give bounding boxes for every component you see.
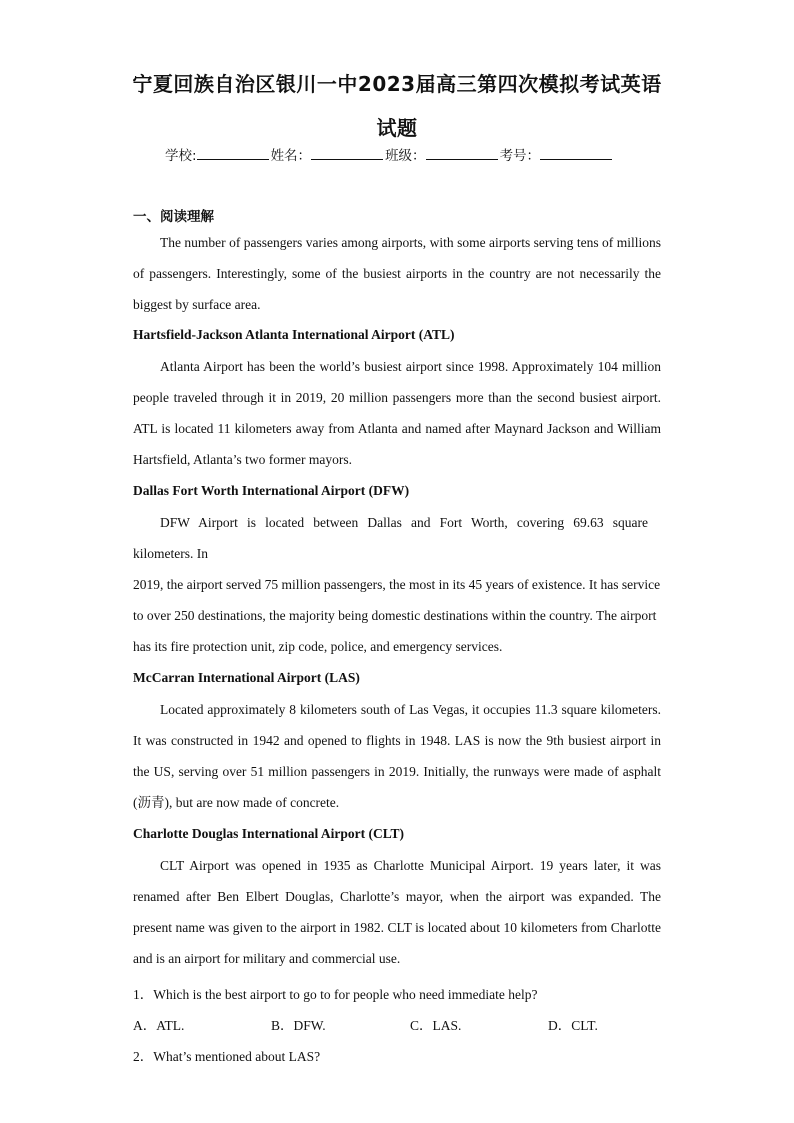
exam-title-line-1: 宁夏回族自治区银川一中2023届高三第四次模拟考试英语 [132, 72, 662, 96]
question-1-number: 1． [133, 987, 154, 1002]
intro-text: The number of passengers varies among airports, with some airports serving tens of millions of passengers. Interestingly, some of the busiest airports in the country are not necessarily the biggest by surface area. [133, 235, 661, 312]
question-1-option-a[interactable]: A．ATL. [133, 1018, 185, 1033]
school-label: 学校: [165, 148, 197, 164]
question-1-option-c[interactable]: C．LAS. [410, 1018, 462, 1033]
student-info-fields [165, 144, 614, 164]
class-blank[interactable] [426, 146, 498, 160]
exam-number-blank[interactable] [540, 146, 612, 160]
airport-body-atl-text: Atlanta Airport has been the world’s busiest airport since 1998. Approximately 104 million people traveled through it in 2019, 20 million passengers more than the second busiest airport. ATL is located 11 kilometers away from Atlanta and named after Maynard Jackson and William Hartsfield, Atlanta’s two former mayors. [133, 359, 661, 467]
airport-body-dfw-b [133, 569, 663, 662]
class-label: 班级： [385, 148, 426, 164]
question-1 [133, 983, 661, 1003]
airport-body-las-text: Located approximately 8 kilometers south of Las Vegas, it occupies 11.3 square kilometers. It was constructed in 1942 and opened to flights in 1948. LAS is now the 9th busiest airport in the US, serving over 51 million passengers in 2019. Initially, the runways were made of asphalt (沥青), but are now made of concrete. [133, 702, 661, 810]
question-1-option-b[interactable]: B．DFW. [271, 1018, 326, 1033]
intro-paragraph [133, 227, 661, 320]
airport-body-dfw-b-text: 2019, the airport served 75 million passengers, the most in its 45 years of existence. It has service to over 250 destinations, the majority being domestic destinations within the country. The airport has its fire protection unit, zip code, police, and emergency services. [133, 577, 661, 654]
airport-body-clt [133, 850, 661, 974]
airport-body-dfw-a-text: DFW Airport is located between Dallas and Fort Worth, covering 69.63 square kilometers. In [133, 515, 648, 561]
question-2-number: 2． [133, 1049, 154, 1064]
airport-body-clt-text: CLT Airport was opened in 1935 as Charlotte Municipal Airport. 19 years later, it was renamed after Ben Elbert Douglas, Charlotte’s mayor, when the airport was expanded. The present name was given to the airport in 1982. CLT is located about 10 kilometers from Charlotte and is an airport for military and commercial use. [133, 858, 661, 966]
section-title: 一、阅读理解 [133, 209, 214, 225]
airport-heading-clt: Charlotte Douglas International Airport (CLT) [133, 826, 405, 841]
question-1-option-d[interactable]: D．CLT. [548, 1018, 598, 1033]
name-blank[interactable] [311, 146, 383, 160]
airport-body-atl [133, 351, 661, 475]
school-blank[interactable] [197, 146, 269, 160]
airport-body-dfw-a [133, 507, 648, 569]
question-2 [133, 1045, 661, 1065]
question-2-text: What’s mentioned about LAS? [153, 1049, 321, 1064]
airport-body-las [133, 694, 661, 818]
airport-heading-atl: Hartsfield-Jackson Atlanta International Airport (ATL) [133, 327, 455, 342]
exam-title-line-2: 试题 [376, 116, 418, 140]
airport-heading-dfw: Dallas Fort Worth International Airport (DFW) [133, 483, 410, 498]
name-label: 姓名： [270, 148, 312, 164]
airport-heading-las: McCarran International Airport (LAS) [133, 670, 360, 685]
question-1-text: Which is the best airport to go to for people who need immediate help? [153, 987, 538, 1002]
exam-number-label: 考号： [499, 148, 541, 164]
